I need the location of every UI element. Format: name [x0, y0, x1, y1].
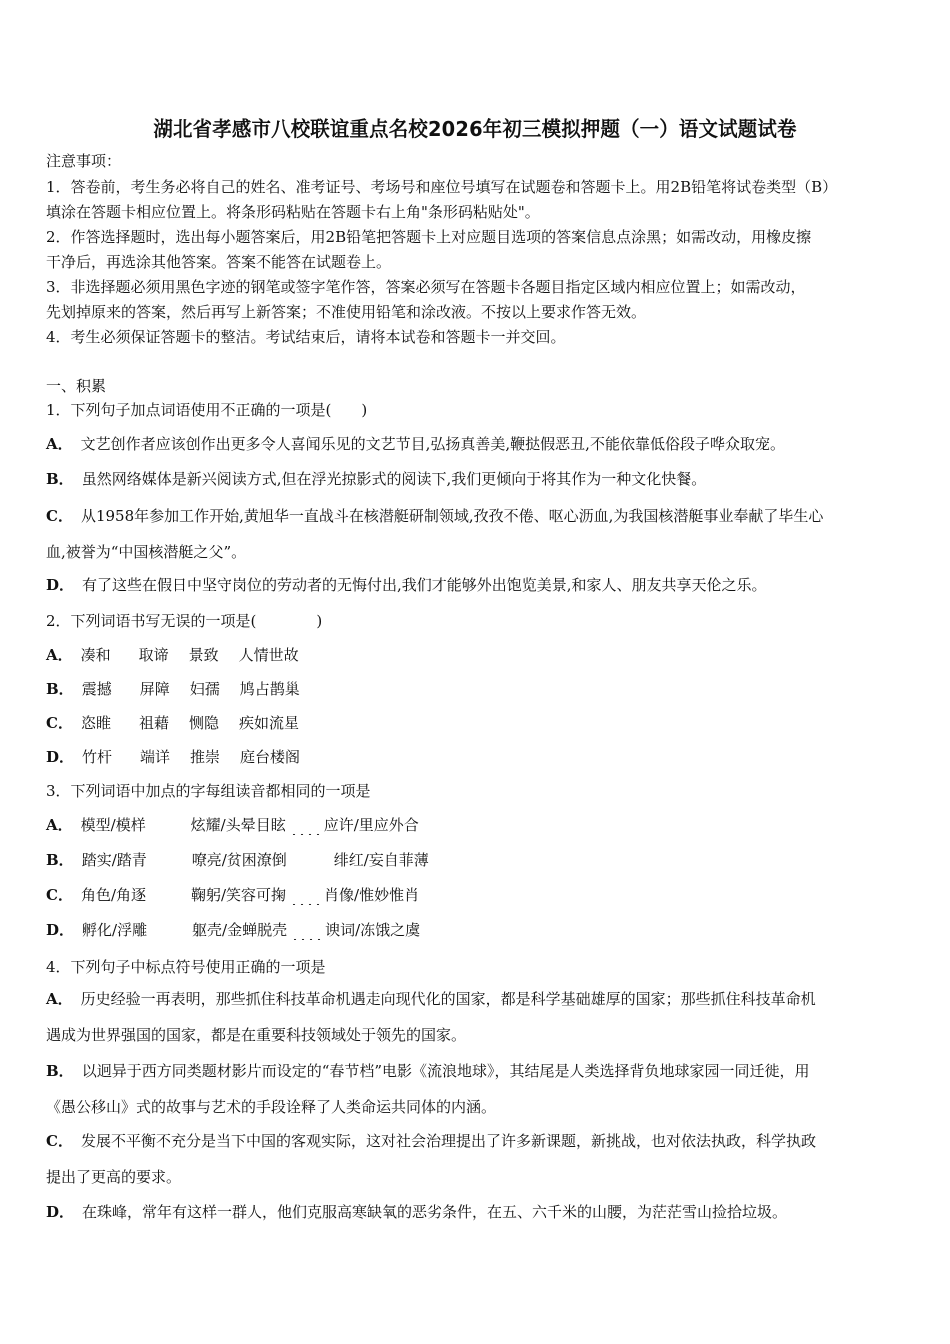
option-letter: A．	[46, 435, 73, 453]
emphasis-dots	[288, 827, 322, 835]
question-1-option-b	[46, 469, 706, 489]
option-letter: D．	[46, 748, 75, 766]
word-pair: 肖像/惟妙惟肖	[324, 886, 420, 904]
word-pair: 谀词/冻饿之虞	[325, 921, 421, 939]
question-4-option-c-continued: 提出了更高的要求。	[46, 1168, 182, 1186]
word-pair: 孵化/浮雕	[82, 921, 148, 939]
question-1-option-c-continued: 血,被誉为“中国核潜艇之父”。	[46, 543, 247, 561]
notice-line: 3．非选择题必须用黑色字迹的钢笔或签字笔作答，答案必须写在答题卡各题目指定区域内相应位置上；如需改动，	[46, 278, 806, 296]
question-3-option-b	[46, 850, 429, 870]
question-4-option-c	[46, 1131, 816, 1151]
question-2-option-b	[46, 679, 300, 699]
word: 震撼	[81, 680, 112, 698]
word: 凑和	[80, 646, 111, 664]
notice-line: 干净后，再选涂其他答案。答案不能答在试题卷上。	[46, 253, 392, 271]
option-text: 以迥异于西方同类题材影片而设定的“春节档”电影《流浪地球》，其结尾是人类选择背负地球家园一同迁徙，用	[81, 1062, 810, 1080]
option-text: 历史经验一再表明，那些抓住科技革命机遇走向现代化的国家，都是科学基础雄厚的国家；那些抓住科技革命机	[80, 990, 816, 1008]
word-pair: 应许/里应外合	[323, 816, 419, 834]
word-pair: 炫耀/头晕目眩	[190, 816, 286, 834]
option-text: 有了这些在假日中坚守岗位的劳动者的无悔付出,我们才能够外出饱览美景,和家人、朋友共享天伦之乐。	[82, 576, 767, 594]
question-4-option-a-continued: 遇成为世界强国的国家，都是在重要科技领域处于领先的国家。	[46, 1026, 467, 1044]
notice-line: 1．答卷前，考生务必将自己的姓名、准考证号、考场号和座位号填写在试题卷和答题卡上。用2B铅笔将试卷类型（B）	[46, 178, 838, 196]
notice-line: 先划掉原来的答案，然后再写上新答案；不准使用铅笔和涂改液。不按以上要求作答无效。	[46, 303, 647, 321]
option-letter: A．	[46, 816, 73, 834]
word: 人情世故	[238, 646, 299, 664]
word: 端详	[140, 748, 171, 766]
option-letter: C．	[46, 507, 73, 525]
notice-line: 4．考生必须保证答题卡的整洁。考试结束后，请将本试卷和答题卡一并交回。	[46, 328, 566, 346]
word: 恣睢	[80, 714, 111, 732]
notice-line: 2．作答选择题时，选出每小题答案后，用2B铅笔把答题卡上对应题目选项的答案信息点涂黑；如需改动，用橡皮擦	[46, 228, 812, 246]
question-4-option-a	[46, 989, 816, 1009]
question-4-stem: 4．下列句子中标点符号使用正确的一项是	[46, 958, 326, 976]
word: 祖藉	[138, 714, 169, 732]
word: 庭台楼阁	[240, 748, 301, 766]
question-1-option-c	[46, 506, 823, 526]
exam-title: 湖北省孝感市八校联谊重点名校2026年初三模拟押题（一）语文试题试卷	[153, 117, 797, 141]
option-text: 文艺创作者应该创作出更多令人喜闻乐见的文艺节目,弘扬真善美,鞭挞假恶丑,不能依靠低俗段子哗众取宠。	[80, 435, 785, 453]
option-letter: A．	[46, 990, 73, 1008]
word: 鸠占鹊巢	[239, 680, 300, 698]
word-pair: 嘹亮/贫困潦倒	[191, 851, 287, 869]
question-4-option-b	[46, 1061, 810, 1081]
question-3-option-c	[46, 885, 419, 905]
option-letter: C．	[46, 1132, 73, 1150]
option-letter: D．	[46, 576, 75, 594]
option-text: 在珠峰，常年有这样一群人，他们克服高寒缺氧的恶劣条件，在五、六千米的山腰，为茫茫雪山捡拾垃圾。	[82, 1203, 788, 1221]
question-3-stem: 3．下列词语中加点的字每组读音都相同的一项是	[46, 782, 371, 800]
section-heading: 一、积累	[46, 377, 107, 395]
word: 疾如流星	[238, 714, 299, 732]
word-pair: 踏实/踏青	[81, 851, 147, 869]
option-letter: B．	[46, 680, 74, 698]
word: 取谛	[138, 646, 169, 664]
word: 妇孺	[189, 680, 220, 698]
word-pair: 鞠躬/笑容可掬	[190, 886, 287, 904]
word-pair: 绯红/妄自菲薄	[333, 851, 429, 869]
notice-line: 填涂在答题卡相应位置上。将条形码粘贴在答题卡右上角"条形码粘贴处"。	[46, 203, 540, 221]
option-letter: B．	[46, 1062, 74, 1080]
word: 恻隐	[188, 714, 219, 732]
option-letter: C．	[46, 714, 73, 732]
question-3-option-d	[46, 920, 420, 940]
question-2-stem: 2．下列词语书写无误的一项是( )	[46, 612, 323, 630]
question-1-option-d	[46, 575, 767, 595]
question-2-option-d	[46, 747, 300, 767]
question-1-option-a	[46, 434, 785, 454]
option-text: 虽然网络媒体是新兴阅读方式,但在浮光掠影式的阅读下,我们更倾向于将其作为一种文化快餐。	[81, 470, 707, 488]
word-pair: 模型/模样	[80, 816, 146, 834]
question-2-option-a	[46, 645, 299, 665]
option-letter: C．	[46, 886, 73, 904]
question-2-option-c	[46, 713, 299, 733]
option-letter: B．	[46, 470, 74, 488]
word-pair: 角色/角逐	[80, 886, 147, 904]
word: 推崇	[190, 748, 221, 766]
option-letter: B．	[46, 851, 74, 869]
option-letter: A．	[46, 646, 73, 664]
emphasis-dots	[288, 897, 322, 905]
question-3-option-a	[46, 815, 419, 835]
question-1-stem: 1．下列句子加点词语使用不正确的一项是( )	[46, 401, 368, 419]
word: 竹杆	[82, 748, 113, 766]
question-4-option-d	[46, 1202, 787, 1222]
option-letter: D．	[46, 921, 75, 939]
option-letter: D．	[46, 1203, 75, 1221]
word-pair: 躯壳/金蝉脱壳	[192, 921, 288, 939]
option-text: 发展不平衡不充分是当下中国的客观实际，这对社会治理提出了许多新课题，新挑战，也对依法执政，科学执政	[80, 1132, 816, 1150]
notice-heading: 注意事项：	[46, 152, 122, 170]
word: 屏障	[139, 680, 170, 698]
question-4-option-b-continued: 《愚公移山》式的故事与艺术的手段诠释了人类命运共同体的内涵。	[46, 1098, 497, 1116]
emphasis-dots	[289, 932, 323, 940]
option-text: 从1958年参加工作开始,黄旭华一直战斗在核潜艇研制领域,孜孜不倦、呕心沥血,为我国核潜艇事业奉献了毕生心	[80, 507, 824, 525]
word: 景致	[188, 646, 219, 664]
